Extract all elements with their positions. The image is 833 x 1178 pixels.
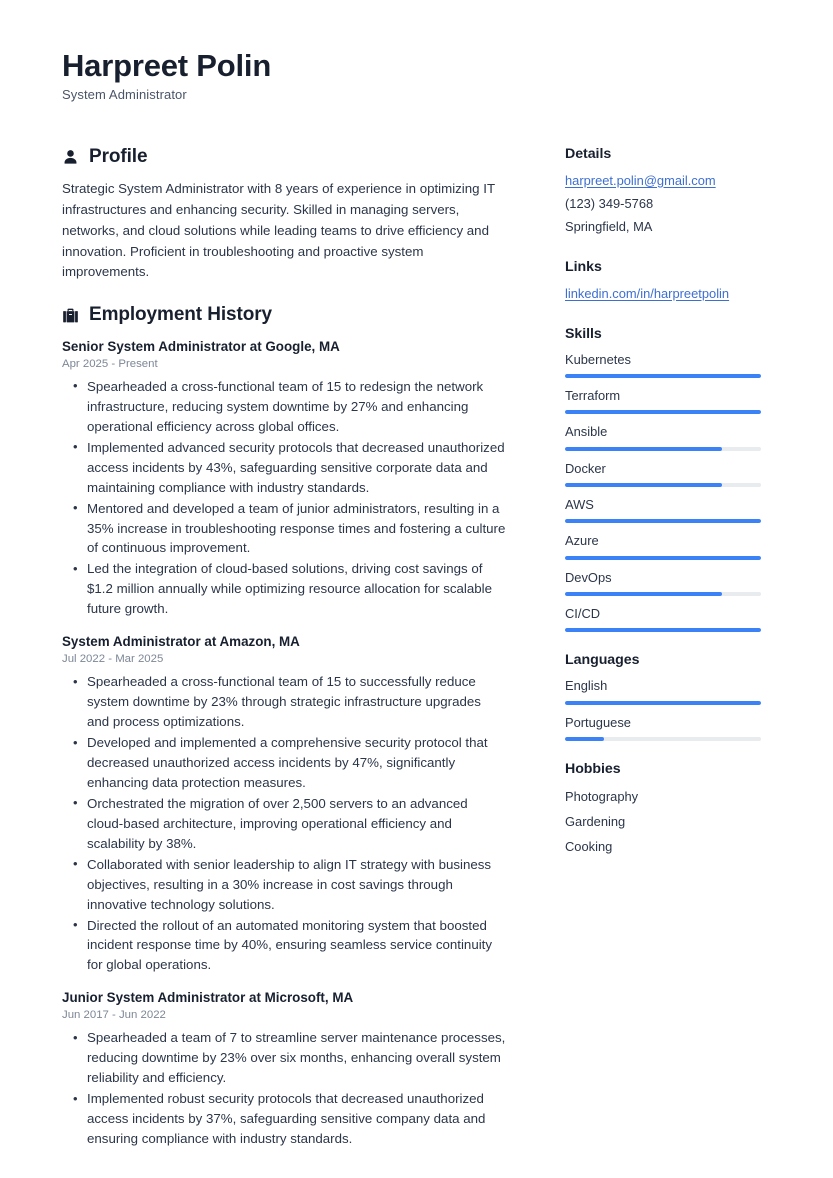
skill-label: Azure (565, 533, 599, 549)
linkedin-link[interactable]: linkedin.com/in/harpreetpolin (565, 285, 730, 301)
languages-title: Languages (565, 652, 640, 669)
details-title: Details (565, 145, 612, 162)
links-block (565, 259, 767, 306)
language-level-fill (565, 737, 604, 741)
job-bullet: • Spearheaded a cross-functional team of 15 to successfully reduce system downtime by 23% through strategic infrastructure upgrades and process optimizations. (62, 672, 506, 732)
skill-label: Kubernetes (565, 351, 631, 367)
job-title-company: Junior System Administrator at Microsoft, MA (62, 990, 354, 1006)
profile-section (62, 146, 506, 283)
skill-label: AWS (565, 496, 594, 512)
skill-level-fill (565, 628, 761, 632)
skill-item (565, 531, 767, 559)
skills-title: Skills (565, 325, 602, 342)
candidate-job-title: System Administrator (62, 86, 187, 102)
job-bullet: • Spearheaded a cross-functional team of 15 to redesign the network infrastructure, reducing system downtime by 27% and enhancing operational efficiency across global offices. (62, 377, 506, 437)
skill-label: CI/CD (565, 606, 601, 622)
job-bullet-list (62, 377, 506, 619)
email-link[interactable]: harpreet.polin@gmail.com (565, 172, 716, 188)
employment-entry (62, 338, 506, 619)
skill-level-fill (565, 447, 722, 451)
skill-level-fill (565, 519, 761, 523)
job-date-range: Jul 2022 - Mar 2025 (62, 653, 164, 666)
phone-number: (123) 349-5768 (565, 195, 654, 211)
skill-level-bar (565, 592, 761, 596)
skill-label: DevOps (565, 569, 612, 585)
person-icon (62, 149, 79, 166)
job-date-range: Jun 2017 - Jun 2022 (62, 1009, 166, 1022)
job-bullet: • Orchestrated the migration of over 2,500 servers to an advanced cloud-based architecture, improving operational efficiency and scalability by 38%. (62, 794, 506, 854)
skill-item (565, 386, 767, 414)
skill-item (565, 459, 767, 487)
skills-block (565, 326, 767, 633)
language-item (565, 676, 767, 704)
hobbies-block (565, 761, 767, 859)
language-level-fill (565, 701, 761, 705)
job-bullet: • Directed the rollout of an automated monitoring system that boosted incident response time by 40%, ensuring seamless service continuity for global operations. (62, 916, 506, 976)
profile-section-title: Profile (89, 145, 148, 167)
skill-label: Ansible (565, 424, 608, 440)
skill-level-bar (565, 410, 761, 414)
languages-block (565, 652, 767, 741)
skill-level-fill (565, 592, 722, 596)
employment-entry (62, 989, 506, 1149)
skill-item (565, 422, 767, 450)
employment-entry (62, 633, 506, 975)
job-bullet-list (62, 672, 506, 975)
hobby-item: Photography (565, 789, 639, 805)
skill-level-bar (565, 483, 761, 487)
employment-list (62, 338, 506, 1149)
language-level-bar (565, 701, 761, 705)
skill-level-fill (565, 410, 761, 414)
skill-item (565, 604, 767, 632)
skill-level-bar (565, 628, 761, 632)
employment-section-header (62, 304, 506, 327)
skill-label: Terraform (565, 387, 621, 403)
employment-section (62, 304, 506, 1149)
profile-summary-text: Strategic System Administrator with 8 years of experience in optimizing IT infrastructures and enhancing security. Skilled in managing servers, networks, and cloud solutions while leading teams to drive efficiency and innovation. Proficient in troubleshooting and proactive system improvements. (62, 181, 495, 280)
job-title-company: Senior System Administrator at Google, MA (62, 338, 340, 354)
skill-level-bar (565, 556, 761, 560)
job-bullet: • Implemented robust security protocols that decreased unauthorized access incidents by 37%, safeguarding sensitive company data and ensuring compliance with industry standards. (62, 1089, 506, 1149)
main-column (62, 146, 530, 1170)
job-bullet: • Developed and implemented a comprehensive security protocol that decreased unauthorized access incidents by 47%, significantly enhancing data protection measures. (62, 733, 506, 793)
job-bullet: • Led the integration of cloud-based solutions, driving cost savings of $1.2 million annually while optimizing resource allocation for scalable future growth. (62, 559, 506, 619)
language-label: Portuguese (565, 714, 631, 730)
job-bullet: • Spearheaded a team of 7 to streamline server maintenance processes, reducing downtime by 23% over six months, enhancing overall system reliability and efficiency. (62, 1028, 506, 1088)
sidebar-column (565, 146, 767, 880)
skill-level-fill (565, 483, 722, 487)
job-bullet: • Collaborated with senior leadership to align IT strategy with business objectives, resulting in a 30% increase in cost savings through innovative technology solutions. (62, 855, 506, 915)
skill-item (565, 495, 767, 523)
profile-section-header (62, 146, 506, 169)
skill-item (565, 350, 767, 378)
language-label: English (565, 678, 608, 694)
skill-level-bar (565, 447, 761, 451)
resume-header (62, 48, 763, 102)
language-level-bar (565, 737, 761, 741)
skill-level-fill (565, 374, 761, 378)
skill-level-bar (565, 374, 761, 378)
skill-level-bar (565, 519, 761, 523)
job-bullet: • Mentored and developed a team of junior administrators, resulting in a 35% increase in troubleshooting response times and fostering a culture of continuous improvement. (62, 499, 506, 559)
language-item (565, 713, 767, 741)
candidate-name: Harpreet Polin (62, 48, 272, 83)
hobby-item: Gardening (565, 813, 626, 829)
hobbies-title: Hobbies (565, 761, 621, 778)
job-title-company: System Administrator at Amazon, MA (62, 634, 300, 650)
skill-item (565, 568, 767, 596)
job-date-range: Apr 2025 - Present (62, 358, 158, 370)
job-bullet-list (62, 1028, 506, 1149)
skill-label: Docker (565, 460, 606, 476)
employment-section-title: Employment History (89, 304, 272, 326)
job-bullet: • Implemented advanced security protocols that decreased unauthorized access incidents by 43%, safeguarding sensitive corporate data and maintaining compliance with industry standards. (62, 438, 506, 498)
location-text: Springfield, MA (565, 218, 653, 234)
links-title: Links (565, 258, 602, 275)
resume-body (62, 146, 763, 1170)
skill-level-fill (565, 556, 761, 560)
details-block (565, 146, 767, 239)
briefcase-icon (62, 307, 79, 324)
hobby-item: Cooking (565, 838, 613, 854)
